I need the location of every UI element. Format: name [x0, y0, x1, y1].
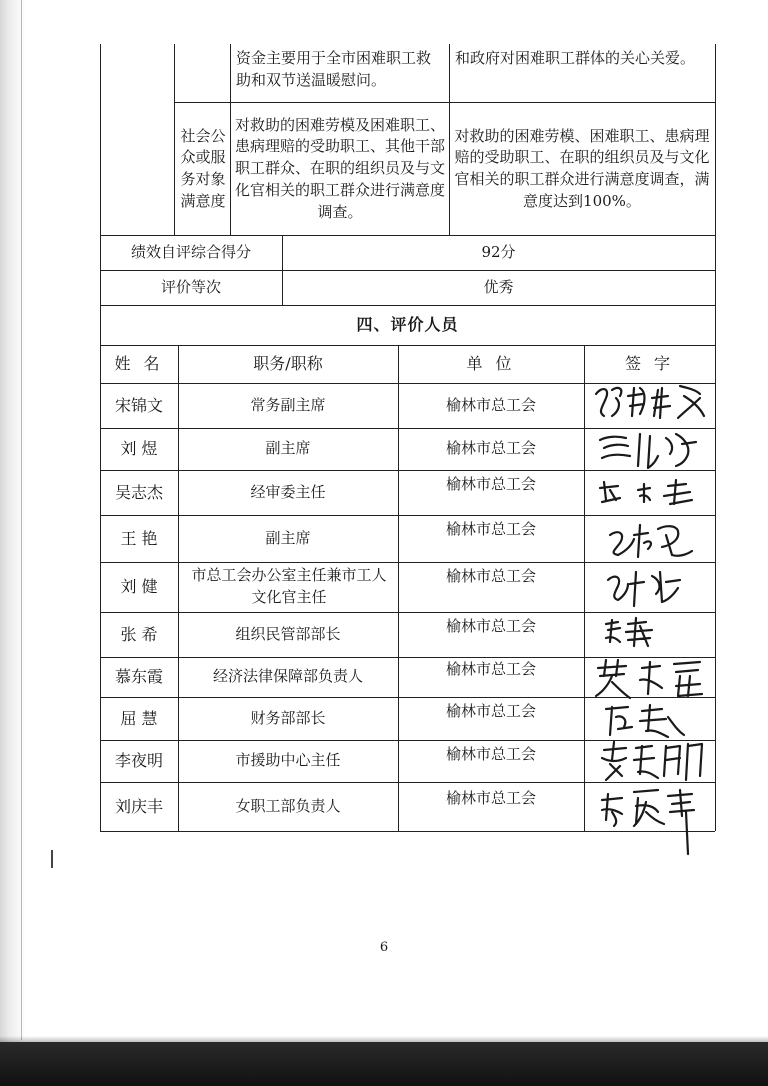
scan-left-shadow — [0, 0, 26, 1086]
grade-value: 优秀 — [483, 277, 514, 296]
signature-9 — [596, 736, 708, 784]
scan-bottom-band — [0, 1042, 768, 1086]
grade-label: 评价等次 — [160, 277, 221, 296]
evaluator-name: 刘庆丰 — [114, 796, 163, 816]
evaluator-unit: 榆林市总工会 — [445, 395, 536, 414]
scan-left-edge — [21, 0, 22, 1040]
evaluator-position: 组织民管部部长 — [235, 624, 341, 643]
evaluator-position: 女职工部负责人 — [235, 796, 341, 815]
section-title: 四、评价人员 — [356, 315, 459, 335]
signature-5 — [600, 562, 690, 612]
evaluator-unit: 榆林市总工会 — [445, 789, 536, 807]
evaluator-unit: 榆林市总工会 — [445, 567, 536, 585]
evaluator-position: 财务部部长 — [250, 708, 326, 727]
score-label: 绩效自评综合得分 — [130, 242, 251, 261]
evaluator-position: 副主席 — [265, 439, 311, 458]
evaluator-unit: 榆林市总工会 — [445, 475, 536, 493]
signature-1 — [588, 376, 712, 426]
scan-mark — [51, 850, 53, 868]
signature-6 — [600, 612, 670, 652]
header-unit: 单 位 — [466, 354, 516, 374]
page-number: 6 — [379, 940, 389, 955]
signature-10 — [596, 782, 708, 860]
evaluator-name: 刘 健 — [120, 577, 158, 597]
score-value: 92分 — [481, 242, 516, 261]
row2-description: 对救助的困难劳模及困难职工、患病理赔的受助职工、其他干部职工群众、在职的组织员及与文化官相关的职工群众进行满意度调查。 — [234, 115, 445, 221]
evaluator-name: 吴志杰 — [114, 482, 163, 502]
evaluator-name: 屈 慧 — [120, 708, 158, 728]
evaluator-unit: 榆林市总工会 — [445, 660, 536, 678]
evaluator-name: 宋锦文 — [114, 395, 163, 415]
evaluator-name: 刘 煜 — [120, 439, 158, 459]
row2-result: 对救助的困难劳模、困难职工、患病理赔的受助职工、在职的组织员及与文化官相关的职工群众进行满意度调查，满意度达到100%。 — [454, 126, 710, 210]
header-name: 姓 名 — [114, 354, 164, 374]
row1-result: 和政府对困难职工群体的关心关爱。 — [455, 49, 696, 67]
signature-3 — [594, 472, 712, 512]
evaluator-name: 李夜明 — [114, 751, 163, 771]
evaluator-position: 经审委主任 — [250, 482, 326, 501]
evaluator-position: 经济法律保障部负责人 — [212, 667, 363, 686]
signature-4 — [600, 515, 706, 561]
evaluator-position: 市援助中心主任 — [235, 751, 341, 770]
evaluator-name: 王 艳 — [120, 528, 158, 548]
signature-2 — [592, 426, 708, 470]
row2-indicator: 社会公众或服务对象满意度 — [180, 126, 226, 210]
evaluator-position: 市总工会办公室主任兼市工人文化官主任 — [191, 566, 387, 606]
evaluator-name: 慕东霞 — [114, 667, 163, 687]
evaluator-unit: 榆林市总工会 — [445, 617, 536, 635]
signature-8 — [598, 697, 698, 741]
evaluator-position: 常务副主席 — [250, 395, 326, 414]
header-position: 职务/职称 — [253, 354, 323, 374]
evaluator-unit: 榆林市总工会 — [445, 439, 536, 458]
evaluator-unit: 榆林市总工会 — [445, 745, 536, 763]
evaluator-unit: 榆林市总工会 — [445, 520, 536, 538]
evaluator-position: 副主席 — [265, 528, 311, 547]
evaluator-unit: 榆林市总工会 — [445, 702, 536, 720]
evaluator-name: 张 希 — [120, 624, 158, 644]
header-signature: 签 字 — [624, 354, 675, 374]
row1-description: 资金主要用于全市困难职工救助和双节送温暖慰问。 — [236, 49, 432, 89]
